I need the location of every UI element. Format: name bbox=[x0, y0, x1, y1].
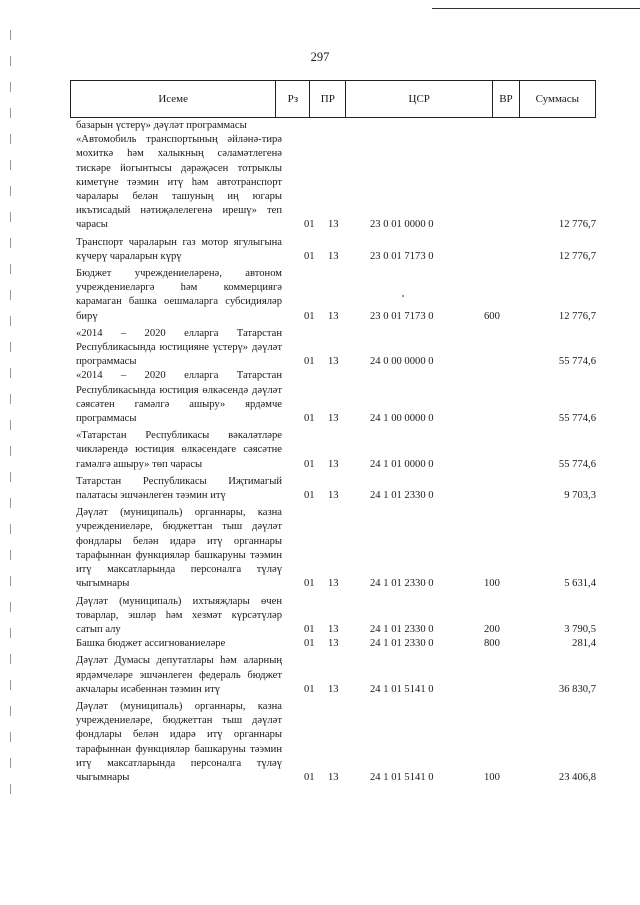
row-rz: 01 bbox=[304, 250, 315, 262]
row-rz: 01 bbox=[304, 310, 315, 322]
row-pr: 13 bbox=[328, 413, 339, 425]
row-vr: 100 bbox=[484, 578, 500, 590]
row-csr: 23 0 01 7173 0 bbox=[370, 310, 434, 322]
row-name: Транспорт чараларын газ мотор ягулыгына күчерү чараларын күрү bbox=[76, 236, 282, 262]
header-pr: ПР bbox=[310, 81, 346, 117]
budget-table-body bbox=[76, 119, 596, 785]
table-row bbox=[76, 637, 596, 651]
row-rz: 01 bbox=[304, 458, 315, 470]
row-csr: 24 1 01 5141 0 bbox=[370, 683, 434, 695]
row-rz: 01 bbox=[304, 638, 315, 650]
row-name: Дәүләт (муниципаль) органнары, казна учреждениеләре, бюджеттан тыш дәүләт фондлары белән идарә итү органнары тарафыннан функцияләр башкаруны тәэмин итү максатларында персоналга түләү чыгымнары bbox=[76, 507, 282, 590]
row-sum: 55 774,6 bbox=[558, 356, 596, 368]
row-pr: 13 bbox=[328, 683, 339, 695]
table-row bbox=[76, 119, 596, 133]
row-name: «2014 – 2020 елларга Татарстан Республикасында юстиция өлкәсендә дәүләт сәясәтен гамәлгә ашыру» ярдәмче программасы bbox=[76, 370, 282, 425]
row-csr: 24 1 01 0000 0 bbox=[370, 458, 434, 470]
row-pr: 13 bbox=[328, 458, 339, 470]
row-name: базарын үстерү» дәүләт программасы bbox=[76, 120, 247, 131]
table-row bbox=[76, 429, 596, 472]
row-sum: 281,4 bbox=[572, 638, 596, 650]
scan-speck bbox=[402, 295, 404, 297]
row-name: Дәүләт (муниципаль) органнары, казна учреждениеләре, бюджеттан тыш дәүләт фондлары белән идарә итү органнары тарафыннан функцияләр башкаруны тәэмин итү максатларында персоналга түләү чыгымнары bbox=[76, 700, 282, 783]
row-name: Дәүләт Думасы депутатлары һәм аларның ярдәмчеләре эшчәнлеген федераль бюджет акчалары исәбеннән тәэмин итү bbox=[76, 655, 282, 695]
row-pr: 13 bbox=[328, 219, 339, 231]
table-row bbox=[76, 236, 596, 264]
row-rz: 01 bbox=[304, 578, 315, 590]
header-vr: ВР bbox=[493, 81, 519, 117]
row-name: Бюджет учреждениеләренә, автоном учреждениеләргә һәм коммерциягә карамаган башка оешмаларга субсидияләр бирү bbox=[76, 268, 282, 322]
row-sum: 55 774,6 bbox=[558, 413, 596, 425]
row-sum: 36 830,7 bbox=[558, 683, 596, 695]
table-row bbox=[76, 595, 596, 638]
row-rz: 01 bbox=[304, 683, 315, 695]
header-csr: ЦСР bbox=[346, 81, 493, 117]
row-rz: 01 bbox=[304, 219, 315, 231]
table-row bbox=[76, 133, 596, 232]
table-row bbox=[76, 700, 596, 785]
row-rz: 01 bbox=[304, 356, 315, 368]
header-name: Исеме bbox=[71, 81, 276, 117]
header-rz: Рз bbox=[276, 81, 310, 117]
row-sum: 23 406,8 bbox=[558, 771, 596, 783]
table-row bbox=[76, 654, 596, 697]
row-name: Дәүләт (муниципаль) ихтыяҗлары өчен товарлар, эшләр һәм хезмәт күрсәтүләр сатып алу bbox=[76, 595, 282, 635]
row-vr: 200 bbox=[484, 623, 500, 635]
row-vr: 600 bbox=[484, 310, 500, 322]
row-csr: 23 0 01 7173 0 bbox=[370, 250, 434, 262]
row-vr: 100 bbox=[484, 771, 500, 783]
page-number: 297 bbox=[310, 50, 330, 64]
row-rz: 01 bbox=[304, 771, 315, 783]
row-pr: 13 bbox=[328, 638, 339, 650]
row-pr: 13 bbox=[328, 490, 339, 502]
header-sum: Суммасы bbox=[535, 93, 580, 105]
table-row bbox=[76, 506, 596, 591]
row-rz: 01 bbox=[304, 413, 315, 425]
row-csr: 24 1 01 2330 0 bbox=[370, 490, 434, 502]
row-pr: 13 bbox=[328, 356, 339, 368]
row-pr: 13 bbox=[328, 310, 339, 322]
row-csr: 24 1 01 2330 0 bbox=[370, 638, 434, 650]
row-rz: 01 bbox=[304, 490, 315, 502]
top-rule bbox=[432, 8, 640, 9]
row-name: «2014 – 2020 елларга Татарстан Республикасында юстицияне үстерү» дәүләт программасы bbox=[76, 327, 282, 368]
table-row bbox=[76, 267, 596, 324]
table-row bbox=[76, 369, 596, 426]
row-name: Башка бюджет ассигнованиеләре bbox=[76, 638, 226, 650]
row-vr: 800 bbox=[484, 638, 500, 650]
row-pr: 13 bbox=[328, 250, 339, 262]
binding-margin-line bbox=[10, 30, 11, 800]
table-row bbox=[76, 475, 596, 503]
row-name: «Татарстан Республикасы вәкаләтләре чикләрендә юстиция өлкәсендәге сәясәтне гамәлгә ашыру» төп чарасы bbox=[76, 430, 282, 470]
row-csr: 24 1 01 2330 0 bbox=[370, 578, 434, 590]
row-sum: 12 776,7 bbox=[558, 250, 596, 262]
row-sum: 12 776,7 bbox=[558, 310, 596, 322]
row-name: Татарстан Республикасы Иҗтимагый палатасы эшчәнлеген тәэмин итү bbox=[76, 475, 282, 502]
row-csr: 24 1 01 2330 0 bbox=[370, 623, 434, 635]
row-pr: 13 bbox=[328, 623, 339, 635]
row-pr: 13 bbox=[328, 771, 339, 783]
row-csr: 24 1 01 5141 0 bbox=[370, 771, 434, 783]
row-name: «Автомобиль транспортының әйләнә-тирә мохиткә һәм халыкның сәламәтлегенә тискәре йогынтысы дәрәҗәсен тотрыклы киметүне тәэмин итү һәм автотранспорт чаралары белән ташуның иң югары икътисадый нәтиҗәлелегенә ирешү» теп чарасы bbox=[76, 134, 282, 231]
row-sum: 12 776,7 bbox=[558, 219, 596, 231]
row-sum: 55 774,6 bbox=[558, 458, 596, 470]
row-csr: 24 1 00 0000 0 bbox=[370, 413, 434, 425]
row-csr: 23 0 01 0000 0 bbox=[370, 219, 434, 231]
row-sum: 5 631,4 bbox=[564, 578, 596, 590]
table-row bbox=[76, 327, 596, 370]
row-sum: 9 703,3 bbox=[564, 490, 596, 502]
row-pr: 13 bbox=[328, 578, 339, 590]
row-sum: 3 790,5 bbox=[564, 623, 596, 635]
row-rz: 01 bbox=[304, 623, 315, 635]
row-csr: 24 0 00 0000 0 bbox=[370, 356, 434, 368]
table-header bbox=[70, 80, 596, 118]
